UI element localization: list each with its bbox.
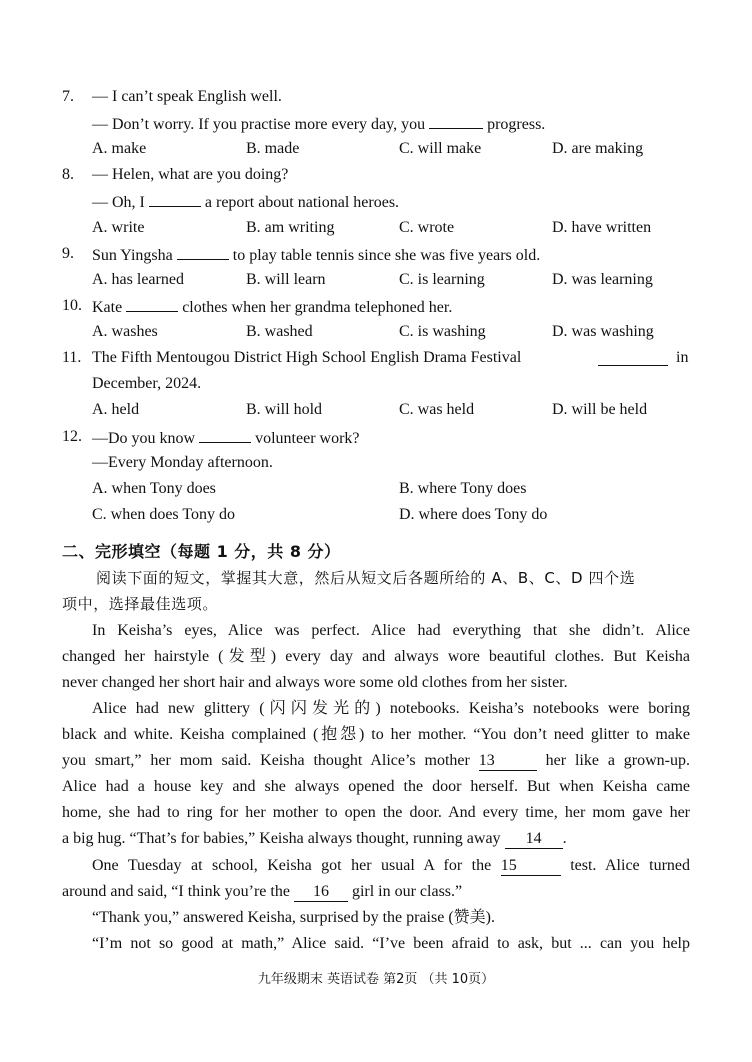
question-stem: Kate clothes when her grandma telephoned her.: [92, 296, 452, 318]
option-c: C. wrote: [399, 219, 455, 236]
dialogue-line: — Oh, I a report about national heroes.: [92, 191, 399, 213]
question-number: 8.: [62, 166, 74, 183]
passage-line: black and white. Keisha complained (抱怨) to her mother. “You don’t need glitter to make: [62, 726, 690, 743]
option-d: D. was washing: [552, 323, 654, 340]
option-a: A. write: [92, 219, 145, 236]
question-stem: The Fifth Mentougou District High School English Drama Festival: [92, 349, 522, 366]
option-a: A. held: [92, 401, 140, 418]
passage-line: One Tuesday at school, Keisha got her usual A for the 15 test. Alice turned: [92, 857, 691, 874]
option-c: C. was held: [399, 401, 475, 418]
option-b: B. made: [246, 140, 300, 157]
passage-line: never changed her short hair and always wore some old clothes from her sister.: [62, 674, 568, 691]
cloze-blank-15: 15: [501, 857, 561, 876]
question-stem-cont: December, 2024.: [92, 375, 202, 392]
question-number: 10.: [62, 297, 82, 314]
option-d: D. will be held: [552, 401, 648, 418]
option-c: C. when does Tony do: [92, 506, 236, 523]
passage-line: “Thank you,” answered Keisha, surprised by the praise (赞美).: [92, 909, 495, 926]
option-d: D. have written: [552, 219, 652, 236]
page-footer: 九年级期末 英语试卷 第2页 （共 10页）: [257, 972, 495, 987]
option-a: A. make: [92, 140, 147, 157]
passage-line: around and said, “I think you’re the 16 girl in our class.”: [62, 883, 463, 900]
question-number: 11.: [62, 349, 82, 366]
question-stem: Sun Yingsha to play table tennis since she was five years old.: [92, 244, 540, 266]
option-c: C. is learning: [399, 271, 485, 288]
option-b: B. washed: [246, 323, 313, 340]
answer-blank: [177, 244, 229, 260]
section-instruction: 阅读下面的短文，掌握其大意，然后从短文后各题所给的 A、B、C、D 四个选: [96, 569, 636, 587]
passage-line: a big hug. “That’s for babies,” Keisha always thought, running away 14 .: [62, 830, 567, 847]
dialogue-line: — Don’t worry. If you practise more every day, you progress.: [92, 113, 545, 135]
passage-line: “I’m not so good at math,” Alice said. “I’ve been afraid to ask, but ... can you help: [92, 935, 690, 952]
cloze-blank-14: 14: [505, 830, 563, 849]
question-stem-end: in: [676, 349, 689, 366]
dialogue-line: — Helen, what are you doing?: [92, 166, 289, 183]
passage-line: you smart,” her mom said. Keisha thought Alice’s mother 13 her like a grown-up.: [62, 752, 691, 769]
answer-blank: [429, 113, 483, 129]
option-a: A. washes: [92, 323, 158, 340]
question-number: 9.: [62, 245, 74, 262]
option-d: D. are making: [552, 140, 644, 157]
question-number: 12.: [62, 428, 82, 445]
option-b: B. am writing: [246, 219, 335, 236]
passage-line: home, she had to ring for her mother to open the door. And every time, her mom gave her: [62, 804, 690, 821]
cloze-blank-13: 13: [479, 752, 537, 771]
passage-line: Alice had a house key and she always opened the door herself. But when Keisha came: [62, 778, 690, 795]
cloze-blank-16: 16: [294, 883, 348, 902]
dialogue-line: — I can’t speak English well.: [92, 88, 282, 105]
answer-blank: [598, 350, 668, 366]
option-d: D. where does Tony do: [399, 506, 548, 523]
option-a: A. has learned: [92, 271, 184, 288]
option-b: B. where Tony does: [399, 480, 527, 497]
dialogue-line: —Every Monday afternoon.: [92, 454, 273, 471]
section-title: 二、完形填空（每题 1 分，共 8 分）: [62, 542, 341, 561]
option-c: C. is washing: [399, 323, 486, 340]
option-a: A. when Tony does: [92, 480, 216, 497]
option-b: B. will learn: [246, 271, 326, 288]
answer-blank: [149, 191, 201, 207]
section-instruction: 项中，选择最佳选项。: [62, 595, 219, 613]
passage-line: In Keisha’s eyes, Alice was perfect. Alice had everything that she didn’t. Alice: [92, 622, 690, 639]
passage-line: changed her hairstyle (发型) every day and always wore beautiful clothes. But Keisha: [62, 648, 690, 665]
answer-blank: [126, 296, 178, 312]
option-b: B. will hold: [246, 401, 323, 418]
option-c: C. will make: [399, 140, 482, 157]
answer-blank: [199, 427, 251, 443]
passage-line: Alice had new glittery (闪闪发光的) notebooks. Keisha’s notebooks were boring: [92, 700, 690, 717]
option-d: D. was learning: [552, 271, 653, 288]
dialogue-line: —Do you know volunteer work?: [92, 427, 360, 449]
question-number: 7.: [62, 88, 74, 105]
